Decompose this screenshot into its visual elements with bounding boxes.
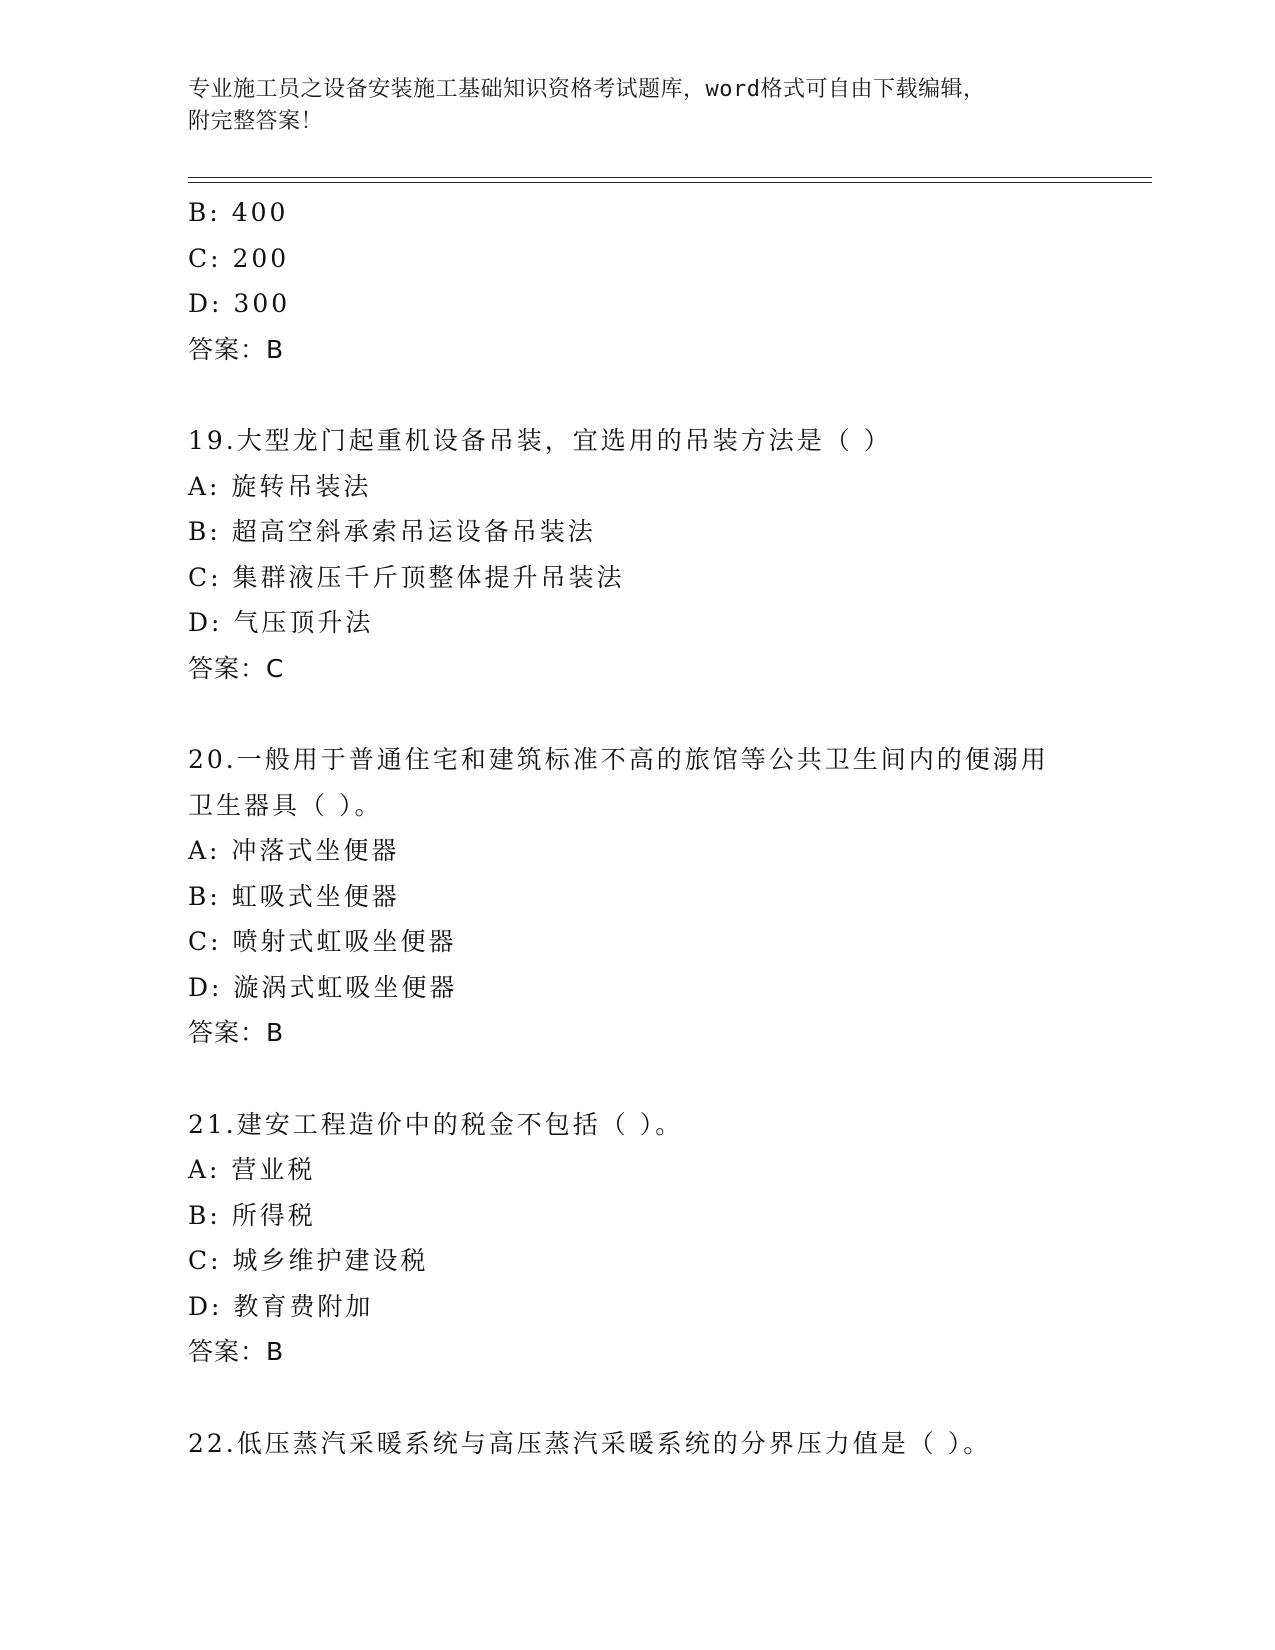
header-line-1: 专业施工员之设备安装施工基础知识资格考试题库，word格式可自由下载编辑， (188, 77, 986, 102)
option-b: B: 超高空斜承索吊运设备吊装法 (188, 517, 596, 546)
option-b: B: 400 (188, 198, 289, 227)
question-block-20 (188, 737, 1152, 1056)
question-text: 21.建安工程造价中的税金不包括（ ）。 (188, 1109, 684, 1139)
question-text: 19.大型龙门起重机设备吊装，宜选用的吊装方法是（ ） (188, 426, 892, 455)
question-block-22 (188, 1421, 1152, 1467)
question-list (188, 190, 1152, 1466)
header-line-2: 附完整答案！ (188, 109, 324, 134)
spacer (188, 372, 1152, 418)
option-d: D: 300 (188, 289, 291, 318)
answer-line: 答案：C (188, 653, 285, 683)
option-a: A: 冲落式坐便器 (188, 836, 400, 865)
header-divider-bottom (188, 182, 1152, 183)
document-header (188, 74, 1088, 138)
option-d: D: 教育费附加 (188, 1291, 374, 1321)
option-d: D: 气压顶升法 (188, 608, 374, 637)
spacer (188, 1375, 1152, 1421)
answer-line: 答案：B (188, 334, 285, 364)
spacer (188, 691, 1152, 737)
option-c: C: 200 (188, 243, 290, 273)
question-block-18 (188, 190, 1152, 372)
header-divider-top (188, 177, 1152, 178)
spacer (188, 1056, 1152, 1102)
option-a: A: 旋转吊装法 (188, 471, 372, 501)
option-b: B: 所得税 (188, 1200, 316, 1230)
answer-line: 答案：B (188, 1337, 285, 1366)
question-text: 22.低压蒸汽采暖系统与高压蒸汽采暖系统的分界压力值是（ ）。 (188, 1428, 992, 1458)
option-c: C: 城乡维护建设税 (188, 1246, 429, 1275)
option-d: D: 漩涡式虹吸坐便器 (188, 972, 458, 1002)
option-c: C: 集群液压千斤顶整体提升吊装法 (188, 562, 625, 592)
question-text: 20.一般用于普通住宅和建筑标准不高的旅馆等公共卫生间内的便溺用 (188, 745, 1049, 774)
answer-line: 答案：B (188, 1018, 285, 1047)
question-block-19 (188, 418, 1152, 691)
option-a: A: 营业税 (188, 1155, 316, 1184)
question-block-21 (188, 1102, 1152, 1375)
option-b: B: 虹吸式坐便器 (188, 881, 400, 911)
question-text-continued: 卫生器具（ ）。 (188, 790, 383, 820)
option-c: C: 喷射式虹吸坐便器 (188, 927, 457, 956)
